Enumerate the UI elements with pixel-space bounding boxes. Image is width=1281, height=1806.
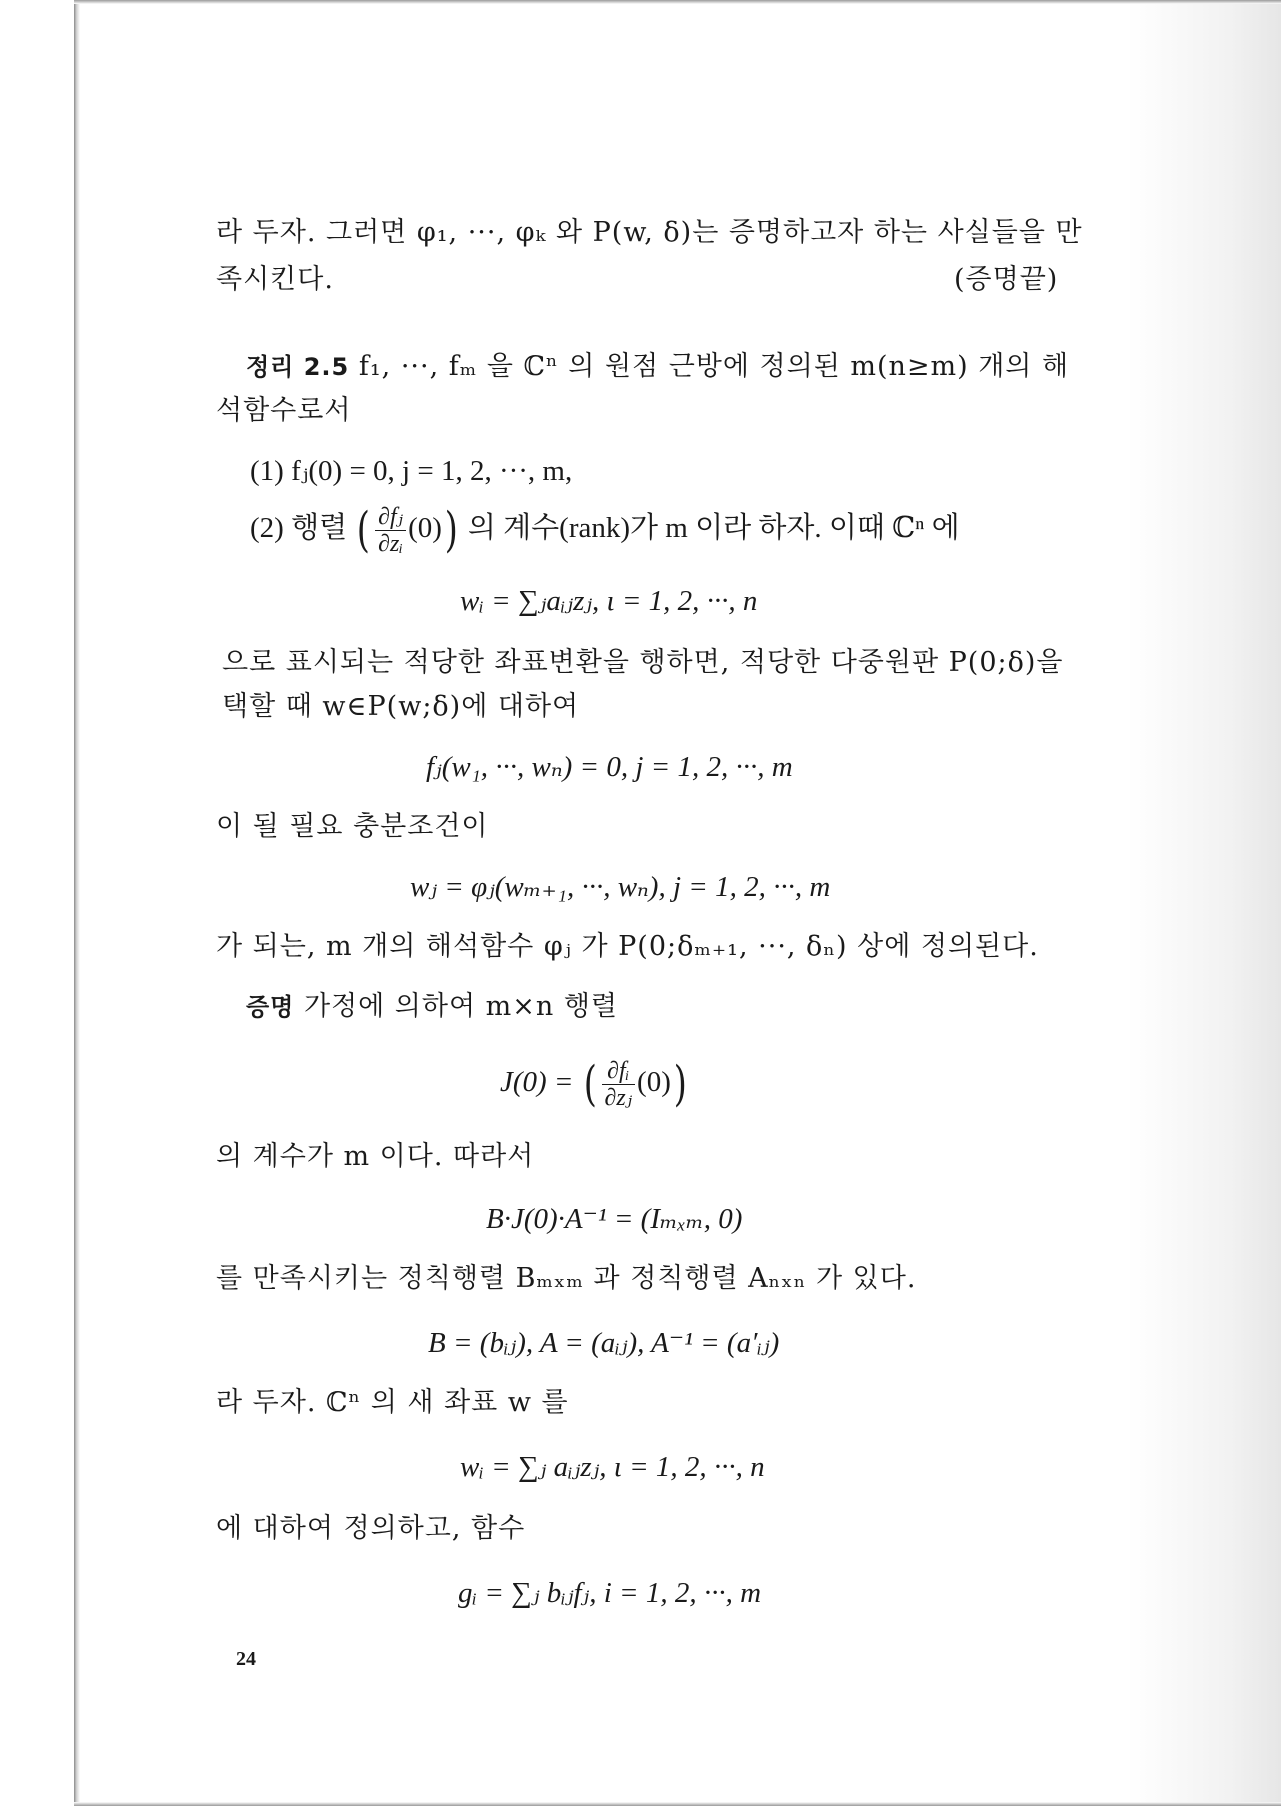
equation-4-lhs: J(0) = — [500, 1066, 574, 1098]
condition-2-prefix: (2) 행렬 — [250, 512, 348, 544]
partial-fraction — [375, 504, 406, 557]
text-line-4: 택할 때 w∈P(w;δ)에 대하여 — [222, 691, 580, 722]
proof-heading — [246, 990, 618, 1024]
equation-8: gᵢ = ∑ⱼ bᵢⱼfⱼ, i = 1, 2, ···, m — [458, 1577, 762, 1609]
condition-1: (1) fⱼ(0) = 0, j = 1, 2, ···, m, — [250, 455, 573, 487]
text-line-9: 라 두자. ℂⁿ 의 새 좌표 w 를 — [216, 1387, 569, 1418]
fraction-denominator: ∂zⱼ — [604, 1084, 633, 1111]
text-line-8: 를 만족시키는 정칙행렬 Bₘₓₘ 과 정칙행렬 Aₙₓₙ 가 있다. — [216, 1263, 917, 1294]
condition-2-suffix: 의 계수(rank)가 m 이라 하자. 이때 ℂⁿ 에 — [467, 512, 960, 544]
equation-6: B = (bᵢⱼ), A = (aᵢⱼ), A⁻¹ = (a′ᵢⱼ) — [428, 1327, 780, 1359]
fraction-numerator: ∂fᵢ — [602, 1058, 636, 1085]
condition-2 — [250, 500, 960, 558]
fraction-numerator: ∂fⱼ — [375, 504, 406, 531]
text-line-2: 족시킨다. — [216, 264, 334, 295]
text-line-5: 이 될 필요 충분조건이 — [216, 811, 489, 842]
theorem-text-2: 석함수로서 — [216, 395, 352, 426]
equation-5: B·J(0)·A⁻¹ = (Iₘₓₘ, 0) — [486, 1203, 743, 1235]
theorem-heading — [246, 350, 1069, 384]
evaluation-point: (0) — [637, 1066, 671, 1098]
page-number: 24 — [236, 1648, 256, 1670]
proof-label: 증명 — [246, 993, 295, 1021]
text-line-1: 라 두자. 그러면 φ₁, ···, φₖ 와 P(w, δ)는 증명하고자 하는 사실들을 만 — [216, 217, 1083, 248]
equation-7: wᵢ = ∑ⱼ aᵢⱼzⱼ, ι = 1, 2, ···, n — [460, 1451, 765, 1483]
theorem-text-1: f₁, ···, fₘ 을 ℂⁿ 의 원점 근방에 정의된 m(n≥m) 개의 해 — [358, 351, 1070, 382]
equation-1: wᵢ = ∑ⱼaᵢⱼzⱼ, ι = 1, 2, ···, n — [460, 585, 758, 617]
equation-2: fⱼ(w₁, ···, wₙ) = 0, j = 1, 2, ···, m — [426, 751, 793, 783]
text-line-6: 가 되는, m 개의 해석함수 φⱼ 가 P(0;δₘ₊₁, ···, δₙ) 상에 정의된다. — [216, 931, 1039, 962]
equation-4 — [500, 1052, 690, 1114]
right-paren: ) — [673, 1056, 687, 1113]
text-line-3: 으로 표시되는 적당한 좌표변환을 행하면, 적당한 다중원판 P(0;δ)을 — [222, 647, 1064, 678]
text-line-10: 에 대하여 정의하고, 함수 — [216, 1513, 526, 1544]
proof-text-1: 가정에 의하여 m×n 행렬 — [303, 991, 618, 1022]
theorem-label: 정리 2.5 — [246, 353, 350, 381]
partial-fraction — [602, 1058, 636, 1111]
text-line-7: 의 계수가 m 이다. 따라서 — [216, 1141, 535, 1172]
right-paren: ) — [444, 502, 458, 559]
fraction-denominator: ∂zᵢ — [378, 530, 404, 557]
left-paren: ( — [583, 1056, 597, 1113]
qed-mark: (증명끝) — [954, 264, 1059, 295]
equation-3: wⱼ = φⱼ(wₘ₊₁, ···, wₙ), j = 1, 2, ···, m — [410, 871, 831, 903]
evaluation-point: (0) — [408, 512, 442, 544]
left-paren: ( — [357, 502, 371, 559]
